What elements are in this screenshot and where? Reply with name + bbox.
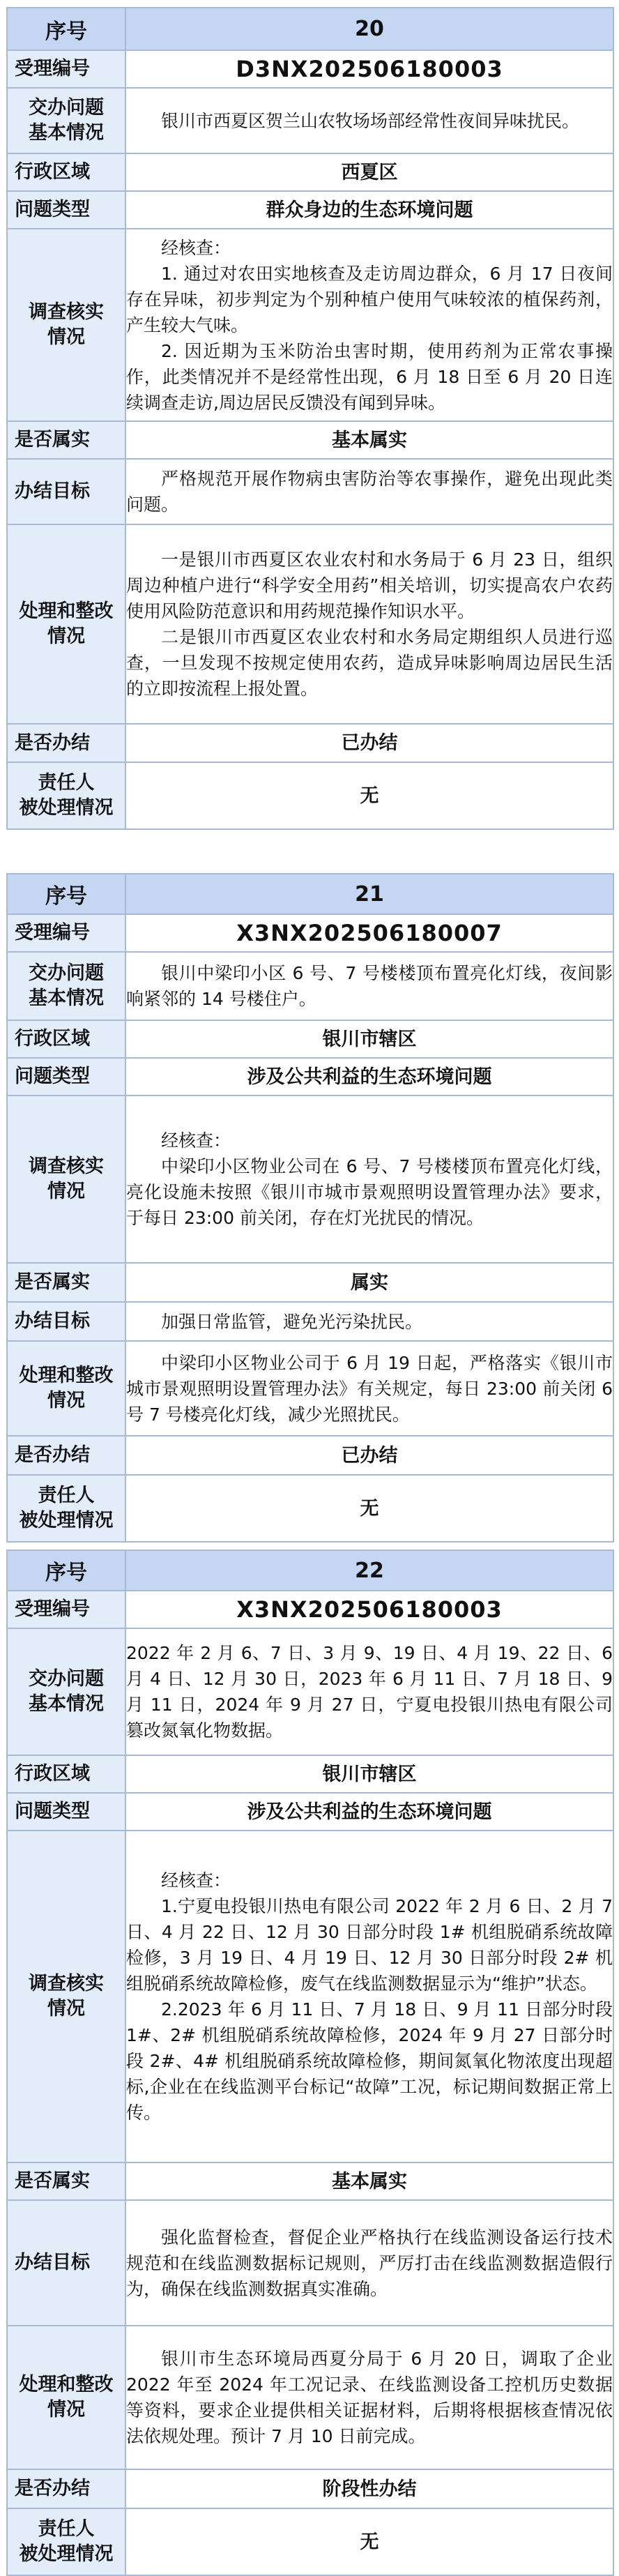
investigation-label	[7, 229, 125, 421]
row-code	[7, 50, 613, 88]
row-closed	[7, 724, 613, 762]
investigation-value	[125, 229, 613, 421]
investigation-label-line2: 情况	[47, 326, 85, 348]
handling-para: 中梁印小区物业公司于 6 月 19 日起，严格落实《银川市城市景观照明设置管理办法》有关规定，每日 23:00 前关闭 6 号 7 号楼亮化灯线，减少光照扰民。	[126, 1352, 613, 1425]
row-responsible	[7, 2508, 613, 2575]
row-region	[7, 1020, 613, 1058]
type-value: 群众身边的生态环境问题	[125, 191, 613, 229]
handling-value	[125, 1341, 613, 1436]
investigation-label	[7, 1831, 125, 2162]
row-closed	[7, 1436, 613, 1475]
case-table-22	[6, 1550, 614, 2576]
basic-text: 银川市西夏区贺兰山农牧场场部经常性夜间异味扰民。	[161, 110, 580, 131]
investigation-para: 中梁印小区物业公司在 6 号、7 号楼楼顶布置亮化灯线，亮化设施未按照《银川市城市景观照明设置管理办法》要求，于每日 23:00 前关闭，存在灯光扰民的情况。	[126, 1156, 613, 1228]
investigation-label-line1: 调查核实	[29, 1156, 104, 1177]
closed-value: 已办结	[125, 1436, 613, 1475]
code-value: D3NX202506180003	[125, 50, 613, 88]
investigation-label-line2: 情况	[47, 1181, 85, 1202]
row-verified	[7, 2162, 613, 2200]
row-seq	[7, 8, 613, 50]
row-seq	[7, 874, 613, 914]
row-type	[7, 1058, 613, 1096]
region-label: 行政区域	[7, 1755, 125, 1793]
type-label: 问题类型	[7, 191, 125, 229]
handling-value	[125, 524, 613, 724]
case-table-20	[6, 7, 614, 830]
code-label: 受理编号	[7, 50, 125, 88]
seq-label: 序号	[7, 1550, 125, 1591]
seq-label: 序号	[7, 874, 125, 914]
verified-label: 是否属实	[7, 1263, 125, 1302]
verified-value: 基本属实	[125, 421, 613, 459]
region-value: 银川市辖区	[125, 1755, 613, 1793]
basic-label	[7, 88, 125, 153]
closed-value: 阶段性办结	[125, 2469, 613, 2508]
row-type	[7, 1793, 613, 1831]
basic-value	[125, 952, 613, 1020]
row-code	[7, 1591, 613, 1628]
basic-value	[125, 1628, 613, 1755]
row-region	[7, 1755, 613, 1793]
type-label: 问题类型	[7, 1793, 125, 1831]
goal-value	[125, 459, 613, 524]
goal-text: 强化监督检查，督促企业严格执行在线监测设备运行技术规范和在线监测数据标记规则，严厉打击在线监测数据造假行为，确保在线监测数据真实准确。	[126, 2227, 613, 2299]
investigation-para: 经核查：	[161, 237, 231, 258]
basic-label	[7, 952, 125, 1020]
investigation-label	[7, 1096, 125, 1263]
row-responsible	[7, 1475, 613, 1542]
investigation-para: 2. 因近期为玉米防治虫害时期，使用药剂为正常农事操作，此类情况并不是经常性出现，6 月 18 日至 6 月 20 日连续调查走访,周边居民反馈没有闻到异味。	[126, 340, 613, 413]
seq-value: 22	[125, 1550, 613, 1591]
goal-label: 办结目标	[7, 1302, 125, 1341]
type-value: 涉及公共利益的生态环境问题	[125, 1793, 613, 1831]
responsible-label-line1: 责任人	[38, 2518, 95, 2540]
row-region	[7, 153, 613, 191]
seq-label: 序号	[7, 8, 125, 50]
handling-para: 二是银川市西夏区农业农村和水务局定期组织人员进行巡查，一旦发现不按规定使用农药，造成异味影响周边居民生活的立即按流程上报处置。	[126, 627, 613, 699]
investigation-value	[125, 1831, 613, 2162]
handling-label-line1: 处理和整改	[19, 600, 114, 622]
responsible-value: 无	[125, 762, 613, 829]
basic-text: 2022 年 2 月 6、7 日、3 月 9、19 日、4 月 19、22 日、6 月 4 日、12 月 30 日，2023 年 6 月 11 日、7 月 18 日、9 月 11 日，2024 年 9 月 27 日，宁夏电投银川热电有限公司篡改氮氧化物数据。	[126, 1643, 613, 1741]
row-investigation	[7, 229, 613, 421]
responsible-label-line2: 被处理情况	[19, 2543, 114, 2565]
case-table-21	[6, 873, 614, 1543]
handling-label-line1: 处理和整改	[19, 1365, 114, 1386]
investigation-para: 1.宁夏电投银川热电有限公司 2022 年 2 月 6 日、2 月 7 日、4 月 22 日、12 月 30 日部分时段 1# 机组脱硝系统故障检修，3 月 19 日、4 月 19 日、12 月 30 日部分时段 2# 机组脱硝系统故障检修，废气在线监测数据显示为“维护”状态。	[126, 1896, 613, 1994]
closed-label: 是否办结	[7, 724, 125, 762]
goal-label: 办结目标	[7, 459, 125, 524]
investigation-label-line1: 调查核实	[29, 301, 104, 323]
row-seq	[7, 1550, 613, 1591]
row-basic	[7, 1628, 613, 1755]
code-value: X3NX202506180003	[125, 1591, 613, 1628]
handling-label	[7, 1341, 125, 1436]
responsible-label-line2: 被处理情况	[19, 1510, 114, 1531]
verified-value: 属实	[125, 1263, 613, 1302]
handling-label-line2: 情况	[47, 1390, 85, 1411]
responsible-label-line1: 责任人	[38, 1485, 95, 1506]
row-verified	[7, 1263, 613, 1302]
basic-label-line2: 基本情况	[29, 122, 104, 144]
responsible-label	[7, 2508, 125, 2575]
region-label: 行政区域	[7, 1020, 125, 1058]
goal-value	[125, 1302, 613, 1341]
responsible-label-line1: 责任人	[38, 772, 95, 794]
basic-label-line1: 交办问题	[29, 1668, 104, 1690]
handling-value	[125, 2326, 613, 2469]
goal-label: 办结目标	[7, 2200, 125, 2326]
row-basic	[7, 952, 613, 1020]
basic-value	[125, 88, 613, 153]
responsible-label	[7, 1475, 125, 1542]
row-investigation	[7, 1831, 613, 2162]
row-goal	[7, 2200, 613, 2326]
row-investigation	[7, 1096, 613, 1263]
type-value: 涉及公共利益的生态环境问题	[125, 1058, 613, 1096]
closed-label: 是否办结	[7, 1436, 125, 1475]
row-type	[7, 191, 613, 229]
investigation-para: 2.2023 年 6 月 11 日、7 月 18 日、9 月 11 日部分时段 1#、2# 机组脱硝系统故障检修，2024 年 9 月 27 日部分时段 2#、4# 机组脱硝系统故障检修，期间氮氧化物浓度出现超标,企业在在线监测平台标记“故障”工况，标记期间数据正常上传。	[126, 1999, 613, 2123]
row-basic	[7, 88, 613, 153]
goal-text: 加强日常监管，避免光污染扰民。	[161, 1311, 423, 1332]
investigation-para: 经核查：	[161, 1870, 231, 1891]
verified-label: 是否属实	[7, 2162, 125, 2200]
handling-para: 银川市生态环境局西夏分局于 6 月 20 日，调取了企业 2022 年至 2024 年工况记录、在线监测设备工控机历史数据等资料，要求企业提供相关证据材料，后期将根据核查情况依法依规处理。预计 7 月 10 日前完成。	[126, 2349, 613, 2446]
basic-label-line1: 交办问题	[29, 962, 104, 984]
handling-label-line2: 情况	[47, 626, 85, 647]
responsible-value: 无	[125, 2508, 613, 2575]
code-value: X3NX202506180007	[125, 914, 613, 952]
row-goal	[7, 1302, 613, 1341]
row-goal	[7, 459, 613, 524]
row-closed	[7, 2469, 613, 2508]
goal-text: 严格规范开展作物病虫害防治等农事操作，避免出现此类问题。	[126, 469, 613, 515]
responsible-value: 无	[125, 1475, 613, 1542]
row-handling	[7, 1341, 613, 1436]
seq-value: 21	[125, 874, 613, 914]
basic-label-line2: 基本情况	[29, 1693, 104, 1715]
row-responsible	[7, 762, 613, 829]
handling-label	[7, 2326, 125, 2469]
basic-label-line2: 基本情况	[29, 987, 104, 1009]
investigation-value	[125, 1096, 613, 1263]
closed-value: 已办结	[125, 724, 613, 762]
code-label: 受理编号	[7, 1591, 125, 1628]
basic-label-line1: 交办问题	[29, 97, 104, 119]
type-label: 问题类型	[7, 1058, 125, 1096]
basic-label	[7, 1628, 125, 1755]
investigation-label-line2: 情况	[47, 1998, 85, 2020]
seq-value: 20	[125, 8, 613, 50]
row-verified	[7, 421, 613, 459]
handling-para: 一是银川市西夏区农业农村和水务局于 6 月 23 日，组织周边种植户进行“科学安全用药”相关培训，切实提高农户农药使用风险防范意识和用药规范操作知识水平。	[126, 550, 613, 621]
closed-label: 是否办结	[7, 2469, 125, 2508]
region-value: 银川市辖区	[125, 1020, 613, 1058]
region-value: 西夏区	[125, 153, 613, 191]
row-handling	[7, 524, 613, 724]
region-label: 行政区域	[7, 153, 125, 191]
verified-value: 基本属实	[125, 2162, 613, 2200]
investigation-label-line1: 调查核实	[29, 1973, 104, 1994]
responsible-label	[7, 762, 125, 829]
responsible-label-line2: 被处理情况	[19, 797, 114, 819]
row-handling	[7, 2326, 613, 2469]
handling-label-line2: 情况	[47, 2399, 85, 2420]
handling-label	[7, 524, 125, 724]
goal-value	[125, 2200, 613, 2326]
verified-label: 是否属实	[7, 421, 125, 459]
investigation-para: 1. 通过对农田实地核查及走访周边群众，6 月 17 日夜间存在异味，初步判定为个别种植户使用气味较浓的植保药剂，产生较大气味。	[126, 263, 613, 335]
handling-label-line1: 处理和整改	[19, 2374, 114, 2395]
basic-text: 银川中梁印小区 6 号、7 号楼楼顶布置亮化灯线，夜间影响紧邻的 14 号楼住户。	[126, 963, 613, 1009]
investigation-para: 经核查：	[161, 1130, 231, 1151]
code-label: 受理编号	[7, 914, 125, 952]
row-code	[7, 914, 613, 952]
